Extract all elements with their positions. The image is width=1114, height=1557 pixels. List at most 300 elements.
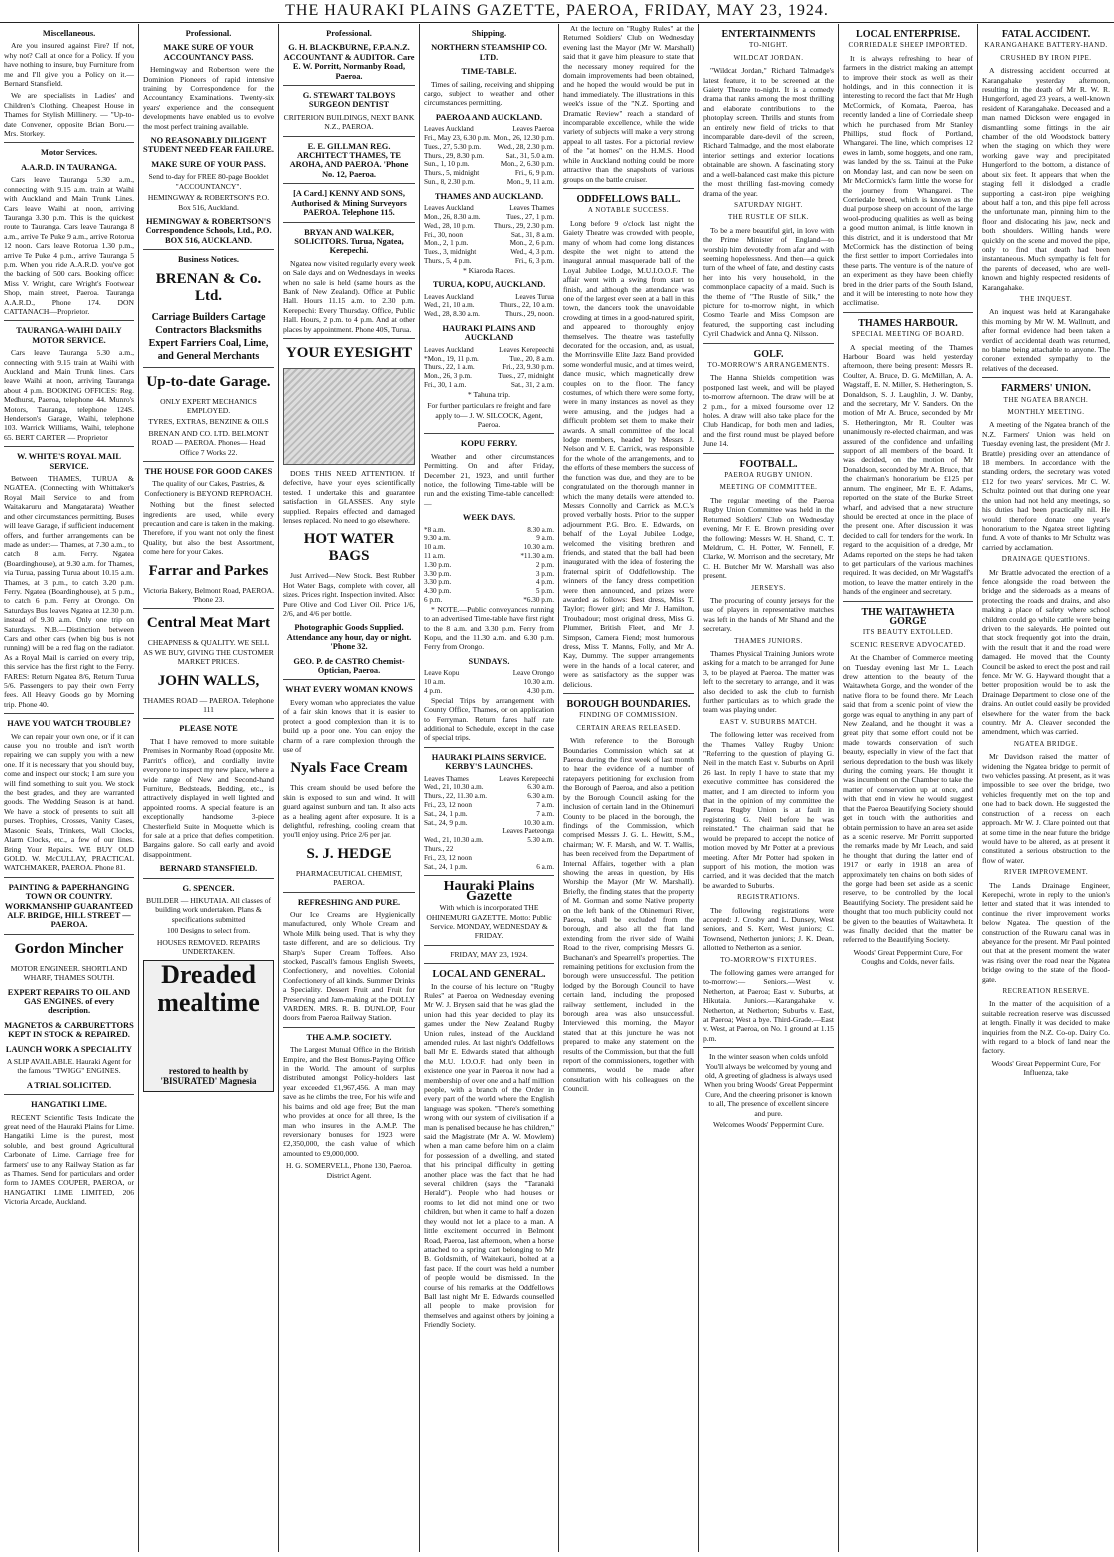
article-subheading: EAST V. SUBURBS MATCH.	[719, 717, 818, 726]
ad-heading: E. E. GILLMAN REG. ARCHITECT THAMES, TE AROHA, AND PAEROA. 'Phone No. 12, Paeroa.	[289, 141, 409, 179]
article-subheading: TO-MORROW'S ARRANGEMENTS.	[707, 361, 830, 369]
table-cell: Fri., May 23, 6.30 p.m.	[424, 134, 491, 143]
divider	[283, 892, 415, 893]
ad-heading: GEO. P. de CASTRO Chemist-Optician, Paeroa.	[293, 656, 405, 676]
table-cell: Fri., 6, 3 p.m.	[514, 257, 554, 266]
article-subheading: TO-MORROW'S FIXTURES.	[720, 955, 817, 964]
column-7	[839, 24, 977, 1552]
ad-heading: THE A.M.P. SOCIETY.	[306, 1032, 392, 1042]
ad-display-name: Farrar and Parkes	[148, 562, 269, 579]
divider	[283, 679, 415, 680]
article-subheading: CRUSHED BY IRON PIPE.	[1000, 53, 1092, 62]
ad-text: The quality of our Cakes, Pastries, & Confectionery is BEYOND REPROACH.	[144, 479, 273, 498]
article-headline: FATAL ACCIDENT.	[1001, 29, 1091, 40]
timetable-heading: THAMES AND AUCKLAND.	[434, 191, 544, 201]
table-cell: Thurs., 22, 1 a.m.	[424, 363, 475, 372]
ad-text: This cream should be used before the skin is exposed to sun and wind. It will guard against sunburn and tan. It also acts as a healing agent after exposure. It is a delightful, refreshing, cooling cream that you'll enjoy using. Price 2/6 per jar.	[283, 783, 415, 840]
article-body: At the Chamber of Commerce meeting on Tuesday evening last Mr L. Leach drew attention to the beauty of the Waitawheta Gorge, and the wonder of the native flora to be found there. Mr Leach said that from a scenic point of view the gorge was equal to anything in any part of New Zealand, and he thought it was a great pity that some effort could not be made towards conservation of such beauty, especially in view of the fact that serious depredation to the bush was likely during the coming years. He thought it was incumbent on the Chamber to take the matter of conservation up at once, and with that end in view he would suggest that the Paeroa Beautifying Society should get in touch with the authorities and obtain permission to have an area set aside as a scenic reserve. Mr Porritt supported the remarks made by Mr Leach, and said he thought that during the latter end of 1917 or early in 1918 an area of approximately ten chains on both sides of the gorge had been set aside as a scenic reserve, to be controlled by the local Beautifying Society. The president said he thought that too much publicity could not be given to the beauties of Waitawheta. It was finally decided that the matter be referred to the Beautifying Society.	[843, 653, 973, 945]
timetable-heading: WEEK DAYS.	[462, 513, 516, 523]
divider	[143, 608, 274, 609]
column-2	[139, 24, 278, 1552]
table-cell: Thurs., 22, 11.30 a.m.	[424, 792, 488, 801]
article-headline: BOROUGH BOUNDARIES.	[566, 699, 691, 711]
article-body: An inquest was held at Karangahake this morning by Mr W. M. Wallnutt, and after formal evidence had been taken a verdict of accidental death was returned, no blame being attachable to anyone. The coroner extended sympathy to the relatives of the deceased.	[982, 307, 1110, 373]
ad-text: Cars leave Tauranga 5.30 a.m., connecting with 9.15 train at Waihi with Auckland and Main Trunk lines. Cars leave Waihi at noon, arriving Tauranga about 4 p.m. BOOKING OFFICES: Reg. Medhurst, Paeroa, telephone 44. Munro's Motors, Tauranga, telephone 124S. Henderson's Garage, Waihi, telephone 103. Warrick Williams, Waihi, telephone 65. BERT CARTER — Proprietor	[4, 348, 134, 442]
table-cell: 6 a.m.	[536, 862, 554, 871]
article-subheading: RECREATION RESERVE.	[1002, 987, 1090, 995]
table-cell: Tues., 27, 1 p.m.	[505, 213, 554, 222]
divider	[703, 343, 834, 344]
article-subheading: A NOTABLE SUCCESS.	[587, 206, 670, 215]
table-cell: 5 p.m.	[535, 587, 554, 596]
divider	[283, 1027, 415, 1028]
divider	[4, 713, 134, 714]
timetable-turua-kopu	[424, 293, 554, 319]
article-subheading: JERSEYS.	[751, 583, 786, 592]
article-body: Long before 9 o'clock last night the Gaiety Theatre was crowded with people, many of whom had come long distances despite the wet night to attend the inaugural annual masquerade ball of the Loyal Jubilee Lodge, M.U.I.O.O.F. The affair went with a swing from start to finish, and although the attendance was one of the largest ever seen at a ball in this town, the dancers took the unavoidable crowding at times in a good-natured spirit, and appeared to thoroughly enjoy themselves. The theatre was tastefully decorated for the occasion, and, as usual, the Morrinsville Elite Jazz Band provided some wonderful music, and at times weird, dance music, which magnetically drew couples on to the floor. The fancy costumes, of which there were some forty, were in many instances as novel as they were amusing, and the judges had a difficult problem set them to make their awards. A small committee of the local lodge members, headed by Messrs J. Nelson and V. E. Carrick, was responsible for the whole of the arrangements, and to the efforts of these members the success of the function was due, and they are to be congratulated on the thorough manner in which the many details were attended to. Messrs Connolly and Carrick as M.C.'s proved verbally hosts. Prior to the supper adjournment P.G. Bro. E. Edwards, on behalf of the Loyal Jubilee Lodge, welcomed the visiting brethren and friends, and stated that the ball had been inaugurated with the idea of fostering the fraternal spirit of Oddfellowship. The winners of the fancy dress competition were then announced, and prizes were awarded as follows: Best dress, Miss T. Taylor; flower girl; and Mr J. Hamilton, Troubadour; most original dress, Miss G. Plummer, British Fleet, and Mr J. Simpson, Camera Fiend; most humorous dress, Miss T. Manns, Folly, and Mr A. Kay, Dummy. The supper arrangements were in the hands of a local caterer, and were as satisfactory as the supper was delicious.	[563, 218, 694, 689]
article-subheading: THAMES JUNIORS.	[734, 636, 803, 645]
column-5	[559, 24, 698, 1552]
article-body: Thames Physical Training Juniors wrote asking for a match to be arranged for June 3, to be played at Paeroa. The matter was left to the secretary to arrange, and it was also decided to ask the club to furnish further particulars as to which grade the team was playing under.	[703, 648, 834, 715]
divider	[4, 142, 134, 143]
ad-text: That I have removed to more suitable Premises in Normanby Road (opposite Mr. Parritt's office), and cordially invite everyone to inspect my new place, where a wide range of New and Second-hand Furniture, Bedsteads, Bedding, etc., is attractively displayed in well lighted and appointed rooms. A special feature is an exceptionally handsome 3-piece Chesterfield Suite in Moquette which is for sale at a price that defies competition. Bargains galore. So call early and avoid disappointment.	[143, 736, 274, 859]
ad-text: Send to-day for FREE 80-page Booklet "ACCOUNTANCY".	[148, 172, 269, 191]
ad-text: CHEAPNESS & QUALITY. WE SELL AS WE BUY, GIVING THE CUSTOMER MARKET PRICES.	[143, 638, 274, 667]
divider	[4, 446, 134, 447]
article-subheading: RIVER IMPROVEMENT.	[1003, 868, 1089, 877]
divider	[283, 136, 415, 137]
table-cell: Mon., 26, 3 p.m.	[424, 372, 472, 381]
article-headline: ODDFELLOWS BALL.	[576, 193, 681, 205]
ad-heading: BERNARD STANSFIELD.	[159, 864, 258, 874]
article-subheading: SATURDAY NIGHT.	[734, 200, 803, 209]
table-cell: 10.30 a.m.	[523, 818, 554, 827]
table-cell: Sun., 8, 2.30 p.m.	[424, 178, 475, 187]
divider	[563, 188, 694, 189]
divider	[283, 183, 415, 184]
table-cell: Thurs., 29, 8.30 p.m.	[424, 151, 485, 160]
ad-heading: TIME-TABLE.	[461, 67, 517, 77]
ad-display-name: HOT WATER BAGS	[303, 531, 395, 565]
table-cell: Sat., 31, 8 a.m.	[510, 230, 554, 239]
article-body: "Wildcat Jordan," Richard Talmadge's latest feature, it to be screened at the Gaiety Theatre to-night. It is a comedy drama that ranks among the most thrilling and elaborate contributions to the photoplay screen. Thrills and stunts from an entirely new field of tricks to that incomparable dare-devil of the screen, Richard Talmadge, and the most elaborate interior settings and exterior locations obtainable are shown. A fascinating story and a well-balanced cast make this picture the most thrilling fast-moving comedy drama of the year.	[703, 66, 834, 198]
table-cell: 3 p.m.	[535, 569, 554, 578]
article-subheading: KARANGAHAKE BATTERY-HAND.	[984, 41, 1108, 50]
table-cell: 7 a.m.	[536, 800, 554, 809]
divider	[982, 377, 1110, 378]
timetable-heading: SUNDAYS.	[468, 656, 510, 666]
divider	[283, 338, 415, 339]
article-headline: LOCAL AND GENERAL.	[432, 969, 546, 981]
ad-display-name: BRENAN & Co. Ltd.	[155, 270, 262, 304]
table-cell: 8.30 a.m.	[527, 525, 554, 534]
ad-heading: MAGNETOS & CARBURETTORS KEPT IN STOCK & REPAIRED.	[4, 1020, 134, 1040]
table-cell: Sat., 24, 1 p.m.	[424, 862, 468, 871]
ad-text: Are you insured against Fire? If not, why not? Call at once for a Policy. If you have nothing to insure, buy Furniture from me and I'll give you a Policy on it.—Bernard Stansfield.	[4, 41, 134, 89]
ad-text: Woods' Great Peppermint Cure, For Coughs and Colds, never fails.	[853, 947, 963, 967]
table-header: Leave Kopu	[424, 669, 460, 678]
table-cell: 6.30 a.m.	[527, 783, 554, 792]
ad-text: HEMINGWAY & ROBERTSON'S P.O. Box 516, Auckland.	[147, 193, 270, 212]
article-subheading: TO-NIGHT.	[748, 41, 789, 50]
article-body: A meeting of the Ngatea branch of the N.Z. Farmers' Union was held on Tuesday evening last, the president (Mr J. Brattle) presiding over an attendance of 18 members. In accordance with the standing orders, the secretary was voted £12 for two years' services. Mr C. W. Schultz pointed out that during one year the union had not held any meetings, so his duties had been practically nil. He would therefore donate one year's honorarium to the Ngatea street lighting fund. A vote of thanks to Mr Schultz was carried by acclamation.	[982, 420, 1110, 552]
article-headline: THAMES HARBOUR.	[858, 317, 958, 329]
timetable-heading: PAEROA AND AUCKLAND.	[435, 112, 543, 122]
table-cell: Mon., 2, 6 p.m.	[509, 239, 554, 248]
ad-heading: PLEASE NOTE	[179, 724, 238, 734]
table-cell: Mon., 2, 6.30 p.m.	[500, 160, 554, 169]
table-cell: Sun., 1, 10 p.m.	[424, 160, 470, 169]
article-subheading: WILDCAT JORDAN.	[733, 53, 804, 62]
article-body: The following letter was received from the Thames Valley Rugby Union: "Referring to the question of playing G. Neil in the match East v. Suburbs on April 26 last. In reply I have to state that my executive committee has considered the matter, and I am directed to inform you that in the opinion of my committee the Paeroa Rugby Union is at fault in registering G. Neil before he was reinstated." The chairman said that he would be prepared to accept the notice of motion moved by Mr Potter at a previous meeting. After Mr Potter had spoken in support of his motion, the motion was carried, and it was decided that the match be awarded to Suburbs.	[703, 730, 834, 890]
ad-display-name: Nyals Face Cream	[290, 760, 408, 777]
section-heading: Miscellaneous.	[42, 29, 96, 38]
timetable-thames-auckland	[424, 204, 554, 266]
table-cell: 3.30 p.m.	[424, 569, 452, 578]
ad-text: 100 Designs to select from.	[166, 926, 251, 936]
table-cell: 5.30 a.m.	[527, 836, 554, 845]
ad-text: THAMES ROAD — PAEROA. Telephone 111	[143, 695, 274, 715]
ad-display-name: Dreaded mealtime	[157, 960, 260, 1018]
divider	[4, 1094, 134, 1095]
ad-text: For further particulars re freight and fare apply to— J. W. SILCOCK, Agent, Paeroa.	[427, 401, 551, 430]
divider	[143, 249, 274, 250]
ad-text: TYRES, EXTRAS, BENZINE & OILS	[148, 417, 269, 427]
table-cell: *6.30 p.m.	[523, 596, 554, 605]
ad-display-name: Gordon Mincher	[14, 940, 124, 957]
ad-heading: REFRESHING AND PURE.	[297, 897, 401, 907]
section-heading: Shipping.	[471, 29, 507, 38]
article-subheading: MONTHLY MEETING.	[1007, 408, 1085, 417]
table-cell: *11.30 a.m.	[520, 552, 554, 561]
article-body: It is always refreshing to hear of farmers in the district making an attempt to improve their stock as well as their holdings, and in this connection it is interesting to record the fact that Mr Hugh McCormick, of Komata, Paeroa, has recently landed a line of Corriedale sheep which he purchased from Mr Stanley Phillips, stud flock of Portland, Whangarei. The line, which comprises 12 ewes in lamb, some hoggets, and one ram, was landed by the ss. Tainui at the Puke on Monday last, and can now be seen on Mr McCormick's farm little the worse for the journey from Whangarei. The Corriedale breed, which is known as the dual purpose sheep on account of the large wool-producing qualities as well as being a good mutton animal, is little known in this district, and it is understood that Mr McCormick has the distinction of being the first settler to import Corriedales into these parts. The venture is of the nature of an experiment as they have been chiefly bred in the drier parts of the South Island, and it will be interesting to note how they acclimatise.	[843, 53, 973, 308]
article-body: The following games were arranged for to-morrow:— Seniors.—West v. Netherton, at Paeroa; East v. Suburbs, at Hikutaia. Juniors.—Karangahake v. Netherton, at Netherton; Suburbs v. East, at Paeroa; West a bye. Third-Grade.—East v. West, at Paeroa, on No. 1 ground at 1.15 p.m.	[703, 967, 834, 1043]
table-cell: Wed., 21, 10.30 a.m.	[424, 836, 484, 845]
ad-heading: G. H. BLACKBURNE, F.P.A.N.Z. ACCOUNTANT & AUDITOR. Care E. W. Porritt, Normanby Road, Paeroa.	[283, 43, 415, 81]
article-headline: FOOTBALL.	[739, 458, 798, 470]
article-body: In the course of his lecture on "Rugby Rules" at Paeroa on Wednesday evening Mr W. J. Brysen said that he was glad the union had this year decided to play its games under the New Zealand Rugby Union rules, instead of the Auckland amended rules. At last night's Oddfellows ball Mr E. Edwards stated that although the M.U. I.O.O.F. had only been in existence one year in Paeroa it now had a membership of over one and a half million people, with a branch of the Order in every part of the world where the English language was spoken. "There's something wrong with our system of civilisation if a man is penalised because he has children," said the Magistrate (Mr A. W. Mowlem) when a man came before him on a claim for possession of a dwelling, and stated that his principal difficulty in getting another place was the fact that he had several children (says the "Taranaki Herald"). People who had houses or rooms to let did not mind one or two children, but when it came to half a dozen they would not let a place to a man. A little excitement occurred in Belmont Road, Paeroa, last afternoon, when a horse attached to a spring cart belonging to Mr B. Goldsmith, of Waitekauri, bolted at a fast pace. If the court was held a number of people would be dismissed. In the course of his remarks at the Oddfellows Ball last night Mr E. Edwards counselled all people to make provision for themselves and against others by joining a Friendly Society.	[424, 981, 554, 1330]
table-cell: Thurs., 29, noon.	[504, 310, 554, 319]
ad-text: A SLIP AVAILABLE. Hauraki Agent for the famous "TWIGG" ENGINES.	[6, 1057, 132, 1076]
table-cell: 4 p.m.	[535, 578, 554, 587]
table-cell: Tues., 3, midnight	[424, 248, 477, 257]
article-subheading: PAEROA RUGBY UNION.	[724, 471, 813, 480]
article-body: In the matter of the acquisition of a suitable recreation reserve was discussed at length. Finally it was decided to make inquiries from the N.Z. Co-op. Dairy Co. with regard to a block of land near the factory.	[982, 999, 1110, 1056]
ad-text: HOUSES REMOVED. REPAIRS UNDERTAKEN.	[156, 937, 261, 956]
article-subheading: SPECIAL MEETING OF BOARD.	[851, 330, 965, 339]
ad-text: H. G. SOMERVELL, Phone 130, Paeroa. District Agent.	[286, 1161, 412, 1180]
table-header: Leaves Paeroa	[512, 125, 554, 134]
table-cell: Wed., 28, 10 p.m.	[424, 221, 475, 230]
ad-heading: WHAT EVERY WOMAN KNOWS	[285, 685, 413, 695]
divider	[143, 461, 274, 462]
ad-display-name: YOUR EYESIGHT	[285, 344, 413, 361]
timetable-note: * Tahuna trip.	[467, 389, 511, 399]
ad-display-name: JOHN WALLS,	[157, 672, 260, 689]
timetable-paeroa-auckland	[424, 125, 554, 187]
column-6	[699, 24, 838, 1552]
table-cell: 3.30 p.m.	[424, 578, 452, 587]
article-subheading: DRAINAGE QUESTIONS.	[1001, 555, 1091, 564]
ad-heading: W. WHITE'S ROYAL MAIL SERVICE.	[17, 452, 121, 471]
article-headline: THE WAITAWHETA GORGE	[861, 606, 955, 627]
table-cell	[493, 854, 554, 863]
timetable-heading: TURUA, KOPU, AUCKLAND.	[432, 280, 546, 290]
column-8	[978, 24, 1114, 1552]
article-subheading: CORRIEDALE SHEEP IMPORTED.	[848, 41, 968, 50]
table-cell: 10.30 a.m.	[523, 543, 554, 552]
ad-heading: HAVE YOU WATCH TROUBLE?	[7, 719, 131, 729]
ad-heading: PAINTING & PAPERHANGING TOWN OR COUNTRY. WORKMANSHIP GUARANTEED ALF. BRIDGE, HILL STREET — PAEROA.	[4, 882, 134, 930]
ad-text: ONLY EXPERT MECHANICS EMPLOYED.	[160, 396, 257, 415]
table-header: Leave Orongo	[512, 669, 554, 678]
divider	[703, 1047, 834, 1048]
ad-heading: BRYAN AND WALKER, SOLICITORS. Turua, Ngatea, Kerepechi.	[294, 227, 404, 256]
ad-heading: NORTHERN STEAMSHIP CO. LTD.	[431, 43, 547, 62]
table-cell: Wed., 21, 10 a.m.	[424, 301, 475, 310]
table-cell: 6.30 a.m.	[527, 792, 554, 801]
ad-heading: HANGATIKI LIME.	[31, 1100, 107, 1110]
article-headline: FARMERS' UNION.	[1001, 383, 1091, 395]
divider	[563, 693, 694, 694]
magnesia-ad-illustration	[143, 960, 274, 1092]
table-header: Leaves Auckland	[424, 292, 474, 301]
article-body: With reference to the Borough Boundaries Commission which sat at Paeroa during the first week of last month to hear the evidence of a number of ratepayers petitioning for exclusion from the Borough of Paeroa, and also a petition by the Borough Council asking for the inclusion of certain land in the Ohinemuri County to be placed in the borough, the findings of the Commission, which comprised Messrs J. G. L. Hewitt, S.M., chairman; W. F. Marsh, and W. T. Wallis, has been received from the Department of Internal Affairs, together with a plan showing the areas in question, by His Worship the Mayor (Mr W. Marshall). Briefly, the finding states that the property of M. Gorman and some Native property on the left bank of the Ohinemuri River, Paeroa, shall be excluded from the borough, and also all the flat land extending from the river side of Waihi Road to the river, comprising Messrs G. Buchanan's and Spearrell's properties. The remaining petitions for exclusion from the borough were unsuccessful. The petition lodged by the Borough Council to have certain land, including the proposed railway settlement, included in the borough area was also unsuccessful. Interviewed this morning, the Mayor stated that at this juncture he was not prepared to make any statement on the results of the Commission, but that the full report of the commissioners, together with comments, would be made after consultation with his colleagues on the Council.	[563, 736, 694, 1094]
divider	[4, 877, 134, 878]
ad-heading: G. SPENCER.	[182, 883, 235, 893]
article-headline: LOCAL ENTERPRISE.	[856, 29, 960, 40]
timetable-hauraki-plains	[424, 346, 554, 390]
article-subheading: REGISTRATIONS.	[737, 893, 800, 902]
ad-text: Our Ice Creams are Hygienically manufactured, only Whole Cream and Whole Milk being used. That is why they taste different, and are so delicious. Try Sharp's Super Cream Toffees. Also stocked, Pascall's famous English Sweets, Confectionery, and novelties. Colonial Confectionery of all kinds. Summer Drinks a Speciality. Dessert Fruit and Fruit for Preserving and Jam-making at the DOLLY VARDEN. MRS. R. B. DUNLOP, Four doors from Paeroa Railway Station.	[283, 909, 415, 1023]
ad-text: BUILDER — HIKUTAIA. All classes of building work undertaken. Plans & specifications submitted	[145, 895, 272, 924]
masthead: THE HAURAKI PLAINS GAZETTE, PAEROA, FRIDAY, MAY 23, 1924.	[0, 0, 1114, 23]
issue-date: FRIDAY, MAY 23, 1924.	[450, 949, 528, 959]
divider	[424, 747, 554, 748]
ad-heading: A TRIAL SOLICITED.	[26, 1080, 112, 1090]
ad-heading: KOPU FERRY.	[460, 439, 518, 449]
timetable-note: * Kiaroda Races.	[462, 265, 516, 275]
table-cell: Tues., 27, midnight	[498, 372, 554, 381]
table-cell: Fri., 30, 1 a.m.	[424, 381, 467, 390]
ad-text: In the winter season when colds unfold You'll always be welcomed by young and old, A greeting of gladness is always used When you bring Woods' Great Peppermint Cure, And the cheering prisoner is known to all, The presence of excellent sincere and pure.	[703, 1052, 834, 1118]
table-cell: Thurs., 29, 2.30 p.m.	[493, 221, 554, 230]
article-body: A special meeting of the Thames Harbour Board was held yesterday afternoon, there being present: Messrs R. Coulter, A. Bruce, D. G. McMillan, A. A. Wagstaff, E. N. Miller, S. Hetherington, S. Donaldson, S. J. Laughlin, J. W. Danby, and the secretary, Mr V. Sanders. On the motion of Mr A. Bruce, seconded by Mr S. Hetherington, Mr R. Coulter was unanimously re-elected chairman, and was assured of the confidence and unfailing support of all members of the board. It was decided, on the motion of Mr Donaldson, seconded by Mr A. Bruce, that the chairman's honorarium be £125 per annum. The engineer, Mr E. F. Adams, reported on the state of the Burke Street wharf, and advised that a new structure should be erected at once in the place of the present one. After discussion it was decided to call for tenders for the work. In regard to the acquisition of a dredge, Mr Adams reported on the steps he had taken to get particulars of the various machines required. It was decided, on Mr Wagstaff's motion, to leave the matter entirely in the hands of the engineer and secretary.	[843, 342, 973, 597]
table-cell	[424, 827, 493, 836]
ad-text: Weather and other circumstances Permitting. On and after Friday, December 21, 1923, and until further notice, the following Time-table will be run and the existing Time-table cancelled:—	[424, 451, 554, 508]
article-headline: ENTERTAINMENTS	[721, 29, 816, 40]
column-3	[279, 24, 419, 1552]
table-header: Leaves Auckland	[424, 125, 474, 134]
table-cell	[493, 845, 554, 854]
section-heading: Professional.	[326, 29, 372, 38]
article-body: At the lecture on "Rugby Rules" at the Returned Soldiers' Club on Wednesday evening last the Mayor (Mr W. Marshall) said that it gave him pleasure to state that the necessary money required for the domain improvements had been obtained, and he hoped the would would be put in hand immediately. The illustrations in this week's issue of the "N.Z. Sporting and Dramatic Review" reach a standard of incomparable excellence, while the wide variety of subjects will make a very strong appeal to all tastes. For a pictorial review of the "at homes" on the H.M.S. Hood while in Auckland nothing could be more attractive than the snapshots of various groups on the battle cruiser.	[563, 24, 694, 184]
article-subheading: CERTAIN AREAS RELEASED.	[576, 723, 681, 732]
divider	[143, 367, 274, 368]
article-subheading: NGATEA BRIDGE.	[1013, 739, 1079, 748]
table-header: Leaves Auckland	[424, 204, 474, 213]
section-heading: Business Notices.	[178, 255, 239, 265]
table-cell: Thurs., 5, midnight	[424, 169, 480, 178]
timetable-note: Special Trips by arrangement with County Office, Thames, or on application to Ferryman. Return fares half rate additional to Schedule, except in the case of special trips.	[424, 695, 554, 743]
table-cell: Wed., 4, 3 p.m.	[510, 248, 554, 257]
table-cell: 10.30 a.m.	[523, 678, 554, 687]
ad-text: Just Arrived—New Stock. Best Rubber Hot Water Bags, complete with cover, all sizes. Prices right. Inspection invited. Also: Pure Olive and Cod Liver Oil. Price 1/6, 2/6, and 4/6 per bottle.	[283, 571, 415, 619]
table-cell: Fri., 23, 12 noon	[424, 853, 472, 862]
nameplate-subtitle: With which is incorporated THE OHINEMURI GAZETTE. Motto: Public Service. MONDAY, WEDNESDAY & FRIDAY.	[426, 903, 552, 941]
table-cell: 6 p.m.	[424, 596, 443, 605]
divider	[283, 222, 415, 223]
column-4	[420, 24, 558, 1552]
divider	[703, 453, 834, 454]
ad-text: PHARMACEUTICAL CHEMIST, PAEROA.	[295, 868, 403, 888]
table-cell: Thurs., 5, 4 p.m.	[424, 257, 472, 266]
ad-display-name: Central Meat Mart	[146, 615, 271, 632]
article-subheading: FINDING OF COMMISSION.	[579, 711, 678, 720]
table-cell: Tues., 27, 5.30 p.m.	[424, 142, 482, 151]
article-subheading: MEETING OF COMMITTEE.	[719, 483, 818, 492]
article-body: The Lands Drainage Engineer, Kerepechi, wrote in reply to the union's letter and stated that it was intended to continue the river improvement works below Ngatea. The question of the construction of the Ruwaru canal was in abeyance for the present. Mr Paul pointed out that at the present moment the water was rising over the road near the Ngatea bridge owing to the state of the flood-gate.	[982, 880, 1110, 984]
article-body: The Hanna Shields competition was postponed last week, and will be played to-morrow afternoon. The draw will be at 2 p.m., for a mixed foursome over 12 holes. A draw will also take place for the Club Handicap, for both men and ladies, and the first round must be played before June 14.	[703, 373, 834, 449]
ad-text: BRENAN AND CO. LTD. BELMONT ROAD — PAEROA. Phones— Head Office 7 Works 22.	[148, 428, 269, 457]
article-body: The procuring of county jerseys for the use of players in representative matches was left in the hands of Mr Shand and the secretary.	[703, 595, 834, 634]
divider	[424, 963, 554, 964]
divider	[4, 320, 134, 321]
article-subheading: THE NGATEA BRANCH.	[1003, 395, 1089, 404]
divider	[843, 601, 973, 602]
article-body: Mr Davidson raised the matter of widening the Ngatea bridge to permit of two vehicles passing. At present, as it was impossible to see over the bridge, two vehicles frequently met on the top and one had to back down. He suggested the construction of a recess on each approach. Mr W. J. Clare pointed out that at some time in the near future the bridge would have to be altered, as at present it constituted a serious obstruction to the flow of water.	[982, 752, 1110, 865]
ad-text: CRITERION BUILDINGS, NEXT BANK N.Z., PAEROA.	[283, 112, 415, 132]
table-header: Leaves Turua	[515, 292, 554, 301]
divider	[4, 934, 134, 935]
divider	[424, 945, 554, 946]
table-cell: Mon., 26, 8.30 a.m.	[424, 213, 481, 222]
timetable-week-days	[424, 526, 554, 605]
ad-text: Cars leave Tauranga 5.30 a.m., connecting with 9.15 a.m. train at Waihi with Auckland and Main Trunk Lines. Cars leave Waihi at noon, arriving Tauranga 3.30 p.m. This is the quickest route to Tauranga. Cars leave Tauranga 8 a.m., arrive Te Puke 9 a.m., arrive Rotorua 12 noon. Cars leave Rotorua 1.30 p.m., arrive Te Puke 4 p.m., arrive Tauranga 5 p.m. When you ride A.A.R.D. you've got the backing of 500 cars. Booking office: Miss V. Wright, care Wright's Footwear Shop, main street, Paeroa. Tauranga A.A.R.D., Phone 174. DON CATTANACH—Proprietor.	[4, 175, 134, 316]
article-body: To be a mere beautiful girl, in love with the Prime Minister of England—to worship him devotedly from afar and with seeming hopelessness. And then—a quick turn of the wheel of fate, and destiny casts her into his very household, in the commonplace capacity of a maid. Such is the theme of "The Rustle of Silk," the picture for to-morrow night, in which Cosmo Tearle and Miss Compson are featured, the supporting cast including Cyril Chadwick and Anna Q. Nilsson.	[703, 225, 834, 339]
divider	[143, 878, 274, 879]
ad-display-name: Up-to-date Garage.	[146, 373, 271, 390]
eye-illustration	[283, 368, 415, 465]
table-cell: Wed., 28, 8.30 a.m.	[424, 310, 480, 319]
ad-text: MOTOR ENGINEER. SHORTLAND WHARF, THAMES SOUTH.	[10, 963, 128, 983]
ad-text: Every woman who appreciates the value of a fair skin knows that it is easier to protect a good complexion than it is to build up a poor one. You can enjoy the charm of a rare complexion through the use of	[283, 697, 415, 754]
table-cell: 4 p.m.	[424, 686, 443, 695]
table-cell: 7 a.m.	[536, 809, 554, 818]
table-cell: Sat., 31, 2 a.m.	[510, 381, 554, 390]
table-header: Leaves Thames	[509, 204, 554, 213]
table-cell: 9.30 a.m.	[424, 534, 451, 543]
article-body: The following registrations were accepted: J. Crosby and L. Dunsey, West seniors, and S. Kerr, West juniors; C. Townsend, Netherton juniors; J. K. Dean, allotted to Netherton as a senior.	[703, 905, 834, 953]
ad-text: Between THAMES, TURUA & NGATEA. (Connecting with Whittaker's Royal Mail Service to and from Waitakaruru and Mangatarata) Weather and other circumstances permitting. Buses will leave Garage, if sufficient inducement offers, and further arrangements can be made as under:— Thames, at 7.30 a.m., to catch 8 a.m. Ferry. Ngatea (Boardinghouse), at 9.30 a.m. for Thames, via Turua, passing Turua about 10.15 a.m. Thames, at 3 p.m., to catch 3.20 p.m. Ferry. Ngatea (Boardinghouse), at 5 p.m., to catch 6 p.m. Ferry at Orongo. On Saturdays Bus leaves Ngatea at 12.30 p.m. instead of 9.30 a.m. Only one trip on Saturdays. N.B.—Distinction between Cars and other cars (when big bus is not running) will be a red flag on the radiator. As a Royal Mail is carried on every trip, this service has the first right to the Ferry. FARES: Return Ngatea 8/6, Return Turua 5/6. Passengers to pay their own Ferry fees. All Heavy Goods go by Morning trip. Phone 40.	[4, 474, 134, 709]
article-subheading: SCENIC RESERVE ADVOCATED.	[850, 640, 966, 649]
article-body: Mr Brattle advocated the erection of a fence alongside the road between the bridge and the sideroads as a means of protecting the roads and drains, and also making a place of safety where school children could go while cattle were being driven to the saleyards. He pointed out that stock frequently got into the drain, with the result that it and the road were damaged. He moved that the County Council be asked to erect the post and rail fence. Mr W. G. Hayward thought that a better proposition would be to ask the Drainage Department to close one of the drains. An outlet could easily be provided elsewhere for the water from the back country. Mr A. Cleaver seconded the amendment, which was carried.	[982, 567, 1110, 737]
table-cell: 2 p.m.	[535, 560, 554, 569]
ad-text: Times of sailing, receiving and shipping cargo, subject to weather and other circumstances permitting.	[424, 79, 554, 108]
ad-text: Hemingway and Robertson were the Dominion Pioneers of rapid intensive training by Correspondence for the Accountancy Examinations. Twenty-six years' experience and the consequent developments have enabled us to evolve the most perfect training available.	[143, 65, 274, 131]
ad-heading: MAKE SURE OF YOUR ACCOUNTANCY PASS.	[163, 43, 254, 62]
article-subheading: THE INQUEST.	[1019, 294, 1073, 303]
table-cell: Sat., 24, 9 p.m.	[424, 818, 468, 827]
table-cell: Sat., 24, 1 p.m.	[424, 809, 468, 818]
ad-heading: HEMINGWAY & ROBERTSON'S Correspondence Schools, Ltd., P.O. BOX 516, AUCKLAND.	[145, 216, 272, 245]
table-cell: Tue., 20, 8 a.m.	[509, 354, 554, 363]
divider	[143, 718, 274, 719]
ad-text: Welcomes Woods' Peppermint Cure.	[713, 1120, 824, 1130]
table-cell: 4.30 p.m.	[424, 587, 452, 596]
ad-text: We are specialists in Ladies' and Children's Clothing. Cheapest House in Thames for Stylish Millinery. — "Up-to-date Convener, opposite Brian Boru.—Mrs. Storkey.	[4, 91, 134, 139]
ad-text: The Largest Mutual Office in the British Empire, and the Best Bonus-Paying Office in the World. The amount of surplus distributed amongst Policy-holders last year exceeded £1,967,456. A man may save as he climbs the tree, For his wife and his bairns and old age free; But the man who provides at once for all three, Is the man who insures in the A.M.P. The reversionary bonuses for 1923 were £2,350,000, the cash value of which amounted to £9,000,000.	[283, 1045, 415, 1158]
article-subheading: THE RUSTLE OF SILK.	[727, 213, 810, 222]
table-cell: Leaves Paeteonga	[502, 827, 554, 836]
ad-heading: TAURANGA-WAIHI DAILY MOTOR SERVICE.	[16, 326, 122, 345]
ad-text: Ngatea now visited regularly every week on Sale days and on Wednesdays in weeks when no sale is held (same hours as the Bank of New Zealand). Office at Public Hall. Hours 11.15 a.m. to 2.30 p.m. Kerepechi: Every Thursday. Office, Public Hall. Hours, 2 p.m. to 4 p.m. And at other places by appointment. Phone 40S, Turua.	[283, 258, 415, 334]
divider	[424, 875, 554, 876]
table-cell: *Mon., 19, 11 p.m.	[424, 354, 479, 363]
table-cell: Fri., 23, 9.30 p.m.	[502, 363, 554, 372]
ad-text: Victoria Bakery, Belmont Road, PAEROA. 'Phone 23.	[143, 585, 275, 605]
ad-heading: A.A.R.D. IN TAURANGA.	[21, 162, 117, 172]
table-header: Leaves Kerepeechi	[499, 345, 554, 354]
timetable-heading: HAURAKI PLAINS AND AUCKLAND	[442, 324, 536, 343]
timetable-kerbys-launches	[424, 775, 554, 872]
table-cell: Mon., 2, 1 p.m.	[424, 239, 469, 248]
ad-text: Woods' Great Peppermint Cure, For Influenza, take	[991, 1058, 1101, 1078]
table-cell: Fri., 23, 12 noon	[424, 800, 472, 809]
table-cell: 4.30 p.m.	[526, 686, 554, 695]
ad-text: RECENT Scientific Tests Indicate the great need of the Hauraki Plains for Lime. Hangatiki Lime is the purest, most soluble, and best ground Agricultural Carbonate of Lime. Carriage free for farmers' use to any Railway Station as far as Thames. Send for particulars and order form to JAMES COUPER, PAEROA, or HANGATIKI LIME LIMITED, 206 Victoria Arcade, Auckland.	[4, 1112, 134, 1207]
table-cell: Thurs., 22	[424, 844, 454, 853]
article-body: The regular meeting of the Paeroa Rugby Union Committee was held in the Returned Soldiers' Club on Wednesday evening, Mr F. E. Brown presiding over the following: Messrs W. H. Shand, C. T. Meldrum, C. H. Potter, W. Fennell, F. Clarke, W. Morrison and the secretary, Mr C. H. Butcher Mr W. Marshall was also present.	[703, 495, 834, 581]
ad-heading: [A Card.] KENNY AND SONS, Authorised & Mining Surveyors PAEROA. Telephone 115.	[291, 189, 407, 218]
ad-text: Nothing but the finest selected ingredients are used, while every precaution and care is taken in the making. Therefore, if you want not only the finest Quality, but also the best Assortment, come here for your Cakes.	[143, 500, 274, 557]
table-cell: Thurs., 22, 10 a.m.	[499, 301, 554, 310]
ad-heading: HAURAKI PLAINS SERVICE. KERBY'S LAUNCHES.	[431, 752, 547, 772]
table-cell: 9 a.m.	[536, 534, 554, 543]
table-cell: Wed., 28, 2.30 p.m.	[497, 142, 554, 151]
article-body: A distressing accident occurred at Karangahake yesterday afternoon, resulting in the death of Mr R. W. R. Hungerford, aged 23 years, a well-known resident of Karangahake. Deceased and a man named Dickson were engaged in dismantling some fittings in the air chamber of the old Woodstock battery when the staging on which they were working gave way and precipitated Hungerford to the bottom, a distance of about six feet. It appears that when the staging fell it dislodged a cradle supporting a cast-iron pipe weighing about half a ton, and this pipe fell across the unfortunate man, pinning him to the floor and dislocating his jaw, neck and both shoulders. Willing hands were quickly on the scene and moved the pipe, only to find that death had been instantaneous. Much sympathy is felt for the parents of deceased, who are well-known and highly respected residents of Karangahake.	[982, 66, 1110, 292]
section-heading: Motor Services.	[40, 148, 98, 158]
article-subheading: ITS BEAUTY EXTOLLED.	[862, 628, 954, 637]
timetable-sundays	[424, 669, 554, 695]
table-header: Leaves Kerepeechi	[499, 774, 554, 783]
article-headline: GOLF.	[753, 348, 784, 360]
ad-display-name: S. J. HEDGE	[306, 845, 392, 862]
ad-heading: Photographic Goods Supplied. Attendance any hour, day or night. 'Phone 32.	[286, 623, 412, 652]
ad-heading: MAKE SURE OF YOUR PASS.	[151, 159, 266, 169]
table-header: Leaves Auckland	[424, 345, 474, 354]
ad-heading: NO REASONABLY DILIGENT STUDENT NEED FEAR FAILURE.	[143, 136, 274, 155]
table-cell: 11 a.m.	[424, 552, 446, 561]
timetable-note: * NOTE.—Public conveyances running to an advertised Time-table have first right to the 8 a.m. and 3.30 p.m. Ferry from Kopu, and the 11.30 a.m. and 6.30 p.m. Ferry from Orongo.	[424, 604, 554, 652]
column-1	[0, 24, 138, 1552]
ad-heading: G. STEWART TALBOYS SURGEON DENTIST	[302, 91, 396, 110]
table-cell: Wed., 21, 10.30 a.m.	[424, 783, 484, 792]
section-heading: Professional.	[185, 29, 232, 38]
table-cell: 1.30 p.m.	[424, 560, 452, 569]
table-cell: Sat., 31, 5.0 a.m.	[505, 151, 554, 160]
table-cell: Mon., 9, 11 a.m.	[506, 178, 554, 187]
table-cell: 10 a.m.	[424, 678, 446, 687]
table-cell: Fri., 6, 9 p.m.	[514, 169, 554, 178]
ad-text: Carriage Builders Cartage Contractors Blacksmiths Expert Farriers Coal, Lime, and General Merchants	[148, 311, 269, 362]
table-header: Leaves Thames	[424, 774, 469, 783]
ad-heading: THE HOUSE FOR GOOD CAKES	[144, 466, 273, 476]
divider	[283, 85, 415, 86]
table-cell: *8 a.m.	[424, 525, 446, 534]
table-cell: 10 a.m.	[424, 543, 446, 552]
ad-text: DOES THIS NEED ATTENTION. If defective, have your eyes scientifically tested. I undertake this and guarantee satisfaction in GLASSES. Any style supplied. Repairs effected and damaged lenses replaced. No need to go elsewhere.	[283, 468, 415, 525]
